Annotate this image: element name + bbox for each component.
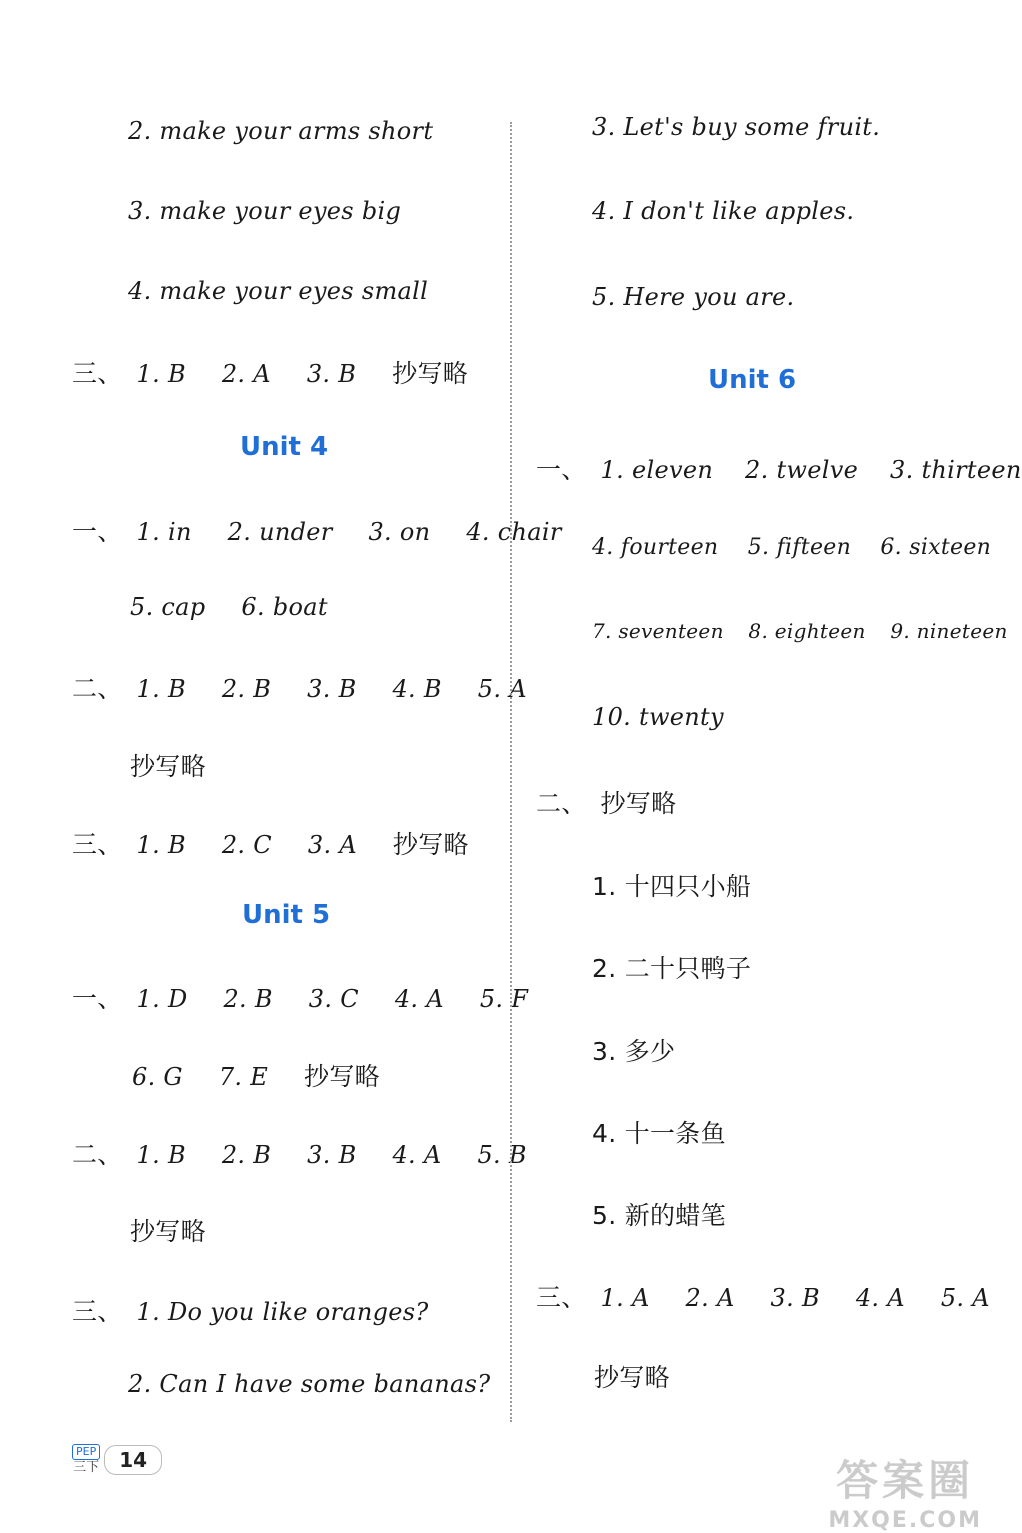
answer-item: 1. B xyxy=(136,831,186,859)
answer-row xyxy=(132,1057,380,1093)
answer-line: 2. make your arms short xyxy=(128,117,434,145)
answer-item: 5. B xyxy=(477,1141,527,1169)
section-san-unit6 xyxy=(536,1278,1018,1314)
copy-note: 抄写略 xyxy=(130,1217,206,1246)
translation-line: 3. 多少 xyxy=(592,1037,676,1066)
section-marker: 一、 xyxy=(72,517,123,546)
answer-item: 9. nineteen xyxy=(890,619,1008,643)
answer-item: 3. on xyxy=(368,518,431,546)
answer-item: 1. D xyxy=(136,985,188,1013)
answer-item: 2. B xyxy=(223,985,273,1013)
section-san-unit3 xyxy=(72,354,468,390)
answer-item: 7. seventeen xyxy=(592,619,724,643)
answer-item: 5. fifteen xyxy=(747,535,852,560)
answer-item: 5. F xyxy=(479,985,529,1013)
answer-line: 1. Do you like oranges? xyxy=(136,1298,429,1326)
unit-title: Unit 5 xyxy=(242,900,331,930)
answer-item: 1. A xyxy=(600,1284,650,1312)
section-marker: 一、 xyxy=(72,984,123,1013)
answer-item: 3. B xyxy=(306,360,357,388)
answer-item: 3. B xyxy=(770,1284,820,1312)
answer-item: 3. B xyxy=(307,1141,357,1169)
section-san-unit5 xyxy=(72,1292,429,1328)
answer-item: 8. eighteen xyxy=(748,619,866,643)
page-number: 14 xyxy=(104,1445,162,1475)
section-marker: 三、 xyxy=(72,359,123,388)
section-marker: 二、 xyxy=(72,1140,123,1169)
answer-item: 4. chair xyxy=(466,518,562,546)
answer-item: 3. B xyxy=(307,675,357,703)
answer-line: 5. Here you are. xyxy=(592,283,795,311)
copy-note: 抄写略 xyxy=(600,789,677,818)
answer-item: 1. B xyxy=(136,675,186,703)
answer-item: 4. A xyxy=(855,1284,905,1312)
answer-item: 5. cap xyxy=(130,593,206,621)
section-yi-unit5 xyxy=(72,979,556,1015)
section-er-unit6 xyxy=(536,784,676,820)
answer-item: 1. B xyxy=(136,1141,186,1169)
section-yi-unit4 xyxy=(72,512,590,548)
answer-item: 5. A xyxy=(940,1284,990,1312)
answer-item: 2. B xyxy=(221,1141,272,1169)
answer-line: 3. make your eyes big xyxy=(128,197,402,225)
answer-row xyxy=(592,535,991,560)
page-footer xyxy=(72,1444,162,1476)
section-marker: 三、 xyxy=(72,830,123,859)
answer-item: 2. under xyxy=(227,518,333,546)
section-er-unit4 xyxy=(72,669,555,705)
answer-item: 5. A xyxy=(477,675,527,703)
answer-row xyxy=(130,593,356,621)
edition-tag xyxy=(72,1444,100,1476)
unit-title: Unit 6 xyxy=(708,365,797,395)
copy-note: 抄写略 xyxy=(304,1062,380,1091)
answer-item: 4. fourteen xyxy=(592,535,719,560)
answer-item: 6. G xyxy=(132,1063,183,1091)
unit-title: Unit 4 xyxy=(240,432,329,462)
answer-item: 2. B xyxy=(221,675,272,703)
answer-row xyxy=(592,619,1008,643)
copy-note: 抄写略 xyxy=(130,752,206,781)
answer-row xyxy=(592,703,752,731)
section-san-unit4 xyxy=(72,825,469,861)
answer-line: 4. make your eyes small xyxy=(128,277,429,305)
watermark-main: 答案圈 xyxy=(836,1456,975,1505)
translation-line: 5. 新的蜡笔 xyxy=(592,1201,726,1230)
section-marker: 三、 xyxy=(72,1297,123,1326)
answer-line: 2. Can I have some bananas? xyxy=(128,1370,491,1398)
answer-line: 3. Let's buy some fruit. xyxy=(592,113,881,141)
watermark xyxy=(828,1448,982,1533)
answer-item: 1. B xyxy=(136,360,186,388)
answer-item: 2. twelve xyxy=(745,456,859,484)
answer-item: 4. A xyxy=(394,985,444,1013)
section-marker: 二、 xyxy=(72,674,123,703)
answer-item: 1. eleven xyxy=(600,456,714,484)
column-divider xyxy=(510,122,512,1422)
series-label: PEP xyxy=(72,1444,100,1460)
watermark-sub: MXQE.COM xyxy=(828,1508,982,1533)
answer-item: 3. C xyxy=(308,985,359,1013)
answer-line: 4. I don't like apples. xyxy=(592,197,855,225)
grade-label: 三下 xyxy=(73,1460,100,1475)
translation-line: 2. 二十只鸭子 xyxy=(592,954,752,983)
translation-line: 4. 十一条鱼 xyxy=(592,1119,726,1148)
copy-note: 抄写略 xyxy=(594,1363,670,1392)
section-marker: 一、 xyxy=(536,455,587,484)
answer-item: 1. in xyxy=(136,518,192,546)
answer-item: 4. A xyxy=(392,1141,442,1169)
answer-item: 10. twenty xyxy=(592,703,724,731)
answer-item: 2. C xyxy=(221,831,272,859)
section-yi-unit6 xyxy=(536,450,1022,486)
copy-note: 抄写略 xyxy=(392,830,469,859)
copy-note: 抄写略 xyxy=(392,359,469,388)
answer-item: 2. A xyxy=(221,360,271,388)
answer-item: 2. A xyxy=(685,1284,735,1312)
section-marker: 二、 xyxy=(536,789,587,818)
answer-item: 7. E xyxy=(218,1063,269,1091)
section-er-unit5 xyxy=(72,1135,555,1171)
answer-item: 6. boat xyxy=(241,593,328,621)
answer-item: 3. A xyxy=(307,831,357,859)
answer-item: 6. sixteen xyxy=(880,535,992,560)
section-marker: 三、 xyxy=(536,1283,587,1312)
answer-item: 3. thirteen xyxy=(890,456,1022,484)
translation-line: 1. 十四只小船 xyxy=(592,872,752,901)
answer-item: 4. B xyxy=(392,675,442,703)
